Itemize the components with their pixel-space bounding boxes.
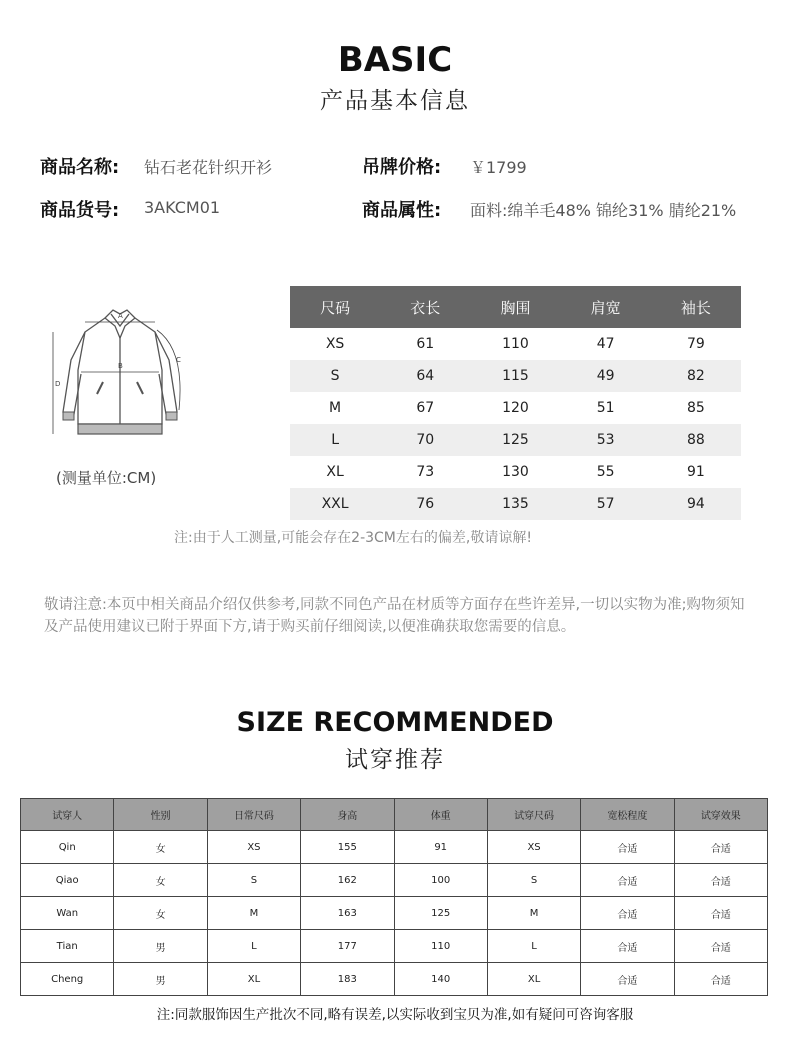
try-table-row xyxy=(21,930,768,963)
try-cell: M xyxy=(207,897,300,930)
notice-text: 敬请注意:本页中相关商品介绍仅供参考,同款不同色产品在材质等方面存在些许差异,一切以实物为准;购物须知及产品使用建议已附于界面下方,请于购买前仔细阅读,以便准确获取您需要的信息。 xyxy=(44,597,745,635)
try-header-cell: 日常尺码 xyxy=(207,799,300,831)
size-cell: 88 xyxy=(651,424,741,456)
try-cell: 合适 xyxy=(581,864,674,897)
name-value: 钻石老花针织开衫 xyxy=(144,158,273,177)
size-cell: 61 xyxy=(416,336,435,352)
try-cell: 合适 xyxy=(581,831,674,864)
size-table xyxy=(290,286,741,520)
size-cell: 85 xyxy=(686,400,705,416)
try-header-cell: 试穿效果 xyxy=(674,799,767,831)
try-table-row xyxy=(21,864,768,897)
try-cell: L xyxy=(487,930,580,963)
size-cell: 115 xyxy=(470,360,560,392)
size-header-cell: 衣长 xyxy=(380,286,470,328)
try-cell: 91 xyxy=(394,831,487,864)
try-header-cell: 试穿尺码 xyxy=(487,799,580,831)
size-table-row xyxy=(290,488,741,520)
try-cell: L xyxy=(207,930,300,963)
attr-label: 商品属性: xyxy=(362,200,442,221)
try-header-cell: 试穿人 xyxy=(21,799,114,831)
size-header-cell: 胸围 xyxy=(470,286,560,328)
code-value: 3AKCM01 xyxy=(144,198,221,217)
size-cell: 76 xyxy=(380,488,470,520)
cuff-right xyxy=(166,412,177,420)
measure-note: 注:由于人工测量,可能会存在2-3CM左右的偏差,敬请谅解! xyxy=(174,530,532,546)
size-cell: M xyxy=(329,400,342,416)
try-cell: 女 xyxy=(114,864,207,897)
try-cell: 163 xyxy=(301,897,394,930)
size-cell: 130 xyxy=(502,464,529,480)
size-table-row xyxy=(290,424,741,456)
try-table-row xyxy=(21,831,768,864)
price-label: 吊牌价格: xyxy=(362,157,442,178)
try-cell: 合适 xyxy=(581,963,674,996)
size-cell: 73 xyxy=(416,464,435,480)
basic-title-en: BASIC xyxy=(337,40,453,80)
try-table-row xyxy=(21,963,768,996)
try-header-cell: 宽松程度 xyxy=(581,799,674,831)
try-cell: 125 xyxy=(394,897,487,930)
size-cell: 79 xyxy=(686,336,705,352)
try-cell: 合适 xyxy=(674,831,767,864)
size-cell: 47 xyxy=(596,336,615,352)
try-table-header xyxy=(21,799,768,831)
size-cell: 125 xyxy=(470,424,560,456)
price-value: ￥1799 xyxy=(470,158,527,177)
try-table-row xyxy=(21,897,768,930)
diagram-label-b: B xyxy=(118,362,123,370)
name-label: 商品名称: xyxy=(40,157,120,178)
recommend-title-cn: 试穿推荐 xyxy=(345,747,445,773)
try-cell: Qin xyxy=(21,831,114,864)
size-cell: XS xyxy=(325,336,345,352)
size-header-cell: 尺码 xyxy=(290,286,380,328)
size-cell: 49 xyxy=(561,360,651,392)
size-cell: 55 xyxy=(596,464,615,480)
try-cell: Cheng xyxy=(21,963,114,996)
hem-rib xyxy=(78,424,162,434)
size-header-cell: 肩宽 xyxy=(561,286,651,328)
size-cell: L xyxy=(290,424,380,456)
jacket-diagram xyxy=(45,300,195,455)
recommend-title-en: SIZE RECOMMENDED xyxy=(236,707,554,738)
try-cell: 合适 xyxy=(581,930,674,963)
try-cell: XL xyxy=(207,963,300,996)
size-cell: XXL xyxy=(290,488,380,520)
size-header-cell: 袖长 xyxy=(651,286,741,328)
size-table-row xyxy=(290,456,741,488)
size-cell: 64 xyxy=(380,360,470,392)
size-cell: XL xyxy=(326,464,344,480)
diagram-label-c: C xyxy=(176,356,181,364)
try-cell: Qiao xyxy=(21,864,114,897)
size-cell: 57 xyxy=(561,488,651,520)
unit-note: (测量单位:CM) xyxy=(56,469,157,487)
try-cell: 女 xyxy=(114,831,207,864)
try-cell: XS xyxy=(487,831,580,864)
size-table-row xyxy=(290,360,741,392)
try-cell: 110 xyxy=(394,930,487,963)
size-cell: 82 xyxy=(651,360,741,392)
try-cell: 177 xyxy=(301,930,394,963)
size-cell: 94 xyxy=(651,488,741,520)
try-cell: 男 xyxy=(114,963,207,996)
try-cell: Wan xyxy=(21,897,114,930)
try-cell: 140 xyxy=(394,963,487,996)
try-header-cell: 性别 xyxy=(114,799,207,831)
footer-note: 注:同款服饰因生产批次不同,略有误差,以实际收到宝贝为准,如有疑问可咨询客服 xyxy=(156,1007,634,1023)
size-cell: 120 xyxy=(502,400,529,416)
try-cell: 女 xyxy=(114,897,207,930)
cuff-left xyxy=(63,412,74,420)
try-cell: S xyxy=(487,864,580,897)
size-table-row xyxy=(290,392,741,424)
try-on-table xyxy=(20,798,768,996)
size-cell: 70 xyxy=(380,424,470,456)
try-header-cell: 身高 xyxy=(301,799,394,831)
try-cell: 合适 xyxy=(674,963,767,996)
diagram-label-d: D xyxy=(55,380,61,388)
size-cell: S xyxy=(290,360,380,392)
try-cell: M xyxy=(487,897,580,930)
size-cell: 53 xyxy=(561,424,651,456)
size-table-header xyxy=(290,286,741,328)
try-cell: 合适 xyxy=(674,864,767,897)
try-cell: 男 xyxy=(114,930,207,963)
try-cell: 183 xyxy=(301,963,394,996)
size-cell: 135 xyxy=(470,488,560,520)
try-cell: S xyxy=(207,864,300,897)
try-cell: 155 xyxy=(301,831,394,864)
try-cell: 100 xyxy=(394,864,487,897)
code-label: 商品货号: xyxy=(40,200,120,221)
try-cell: XS xyxy=(207,831,300,864)
size-cell: 110 xyxy=(502,336,529,352)
attr-value: 面料:绵羊毛48% 锦纶31% 腈纶21% xyxy=(470,201,737,220)
diagram-label-a: A xyxy=(118,312,123,320)
size-cell: 51 xyxy=(596,400,615,416)
size-cell: 67 xyxy=(416,400,435,416)
try-cell: 合适 xyxy=(674,897,767,930)
basic-title-cn: 产品基本信息 xyxy=(320,88,470,114)
try-cell: Tian xyxy=(21,930,114,963)
size-table-row xyxy=(290,328,741,360)
try-cell: 162 xyxy=(301,864,394,897)
try-cell: 合适 xyxy=(581,897,674,930)
try-header-cell: 体重 xyxy=(394,799,487,831)
try-cell: XL xyxy=(487,963,580,996)
size-cell: 91 xyxy=(686,464,705,480)
try-cell: 合适 xyxy=(674,930,767,963)
